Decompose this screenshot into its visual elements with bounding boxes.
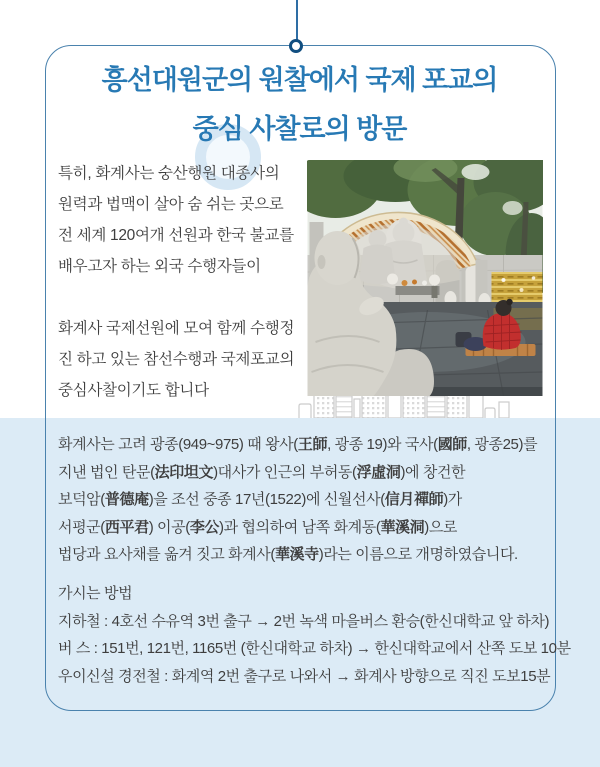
history-paragraph: 화계사는 고려 광종(949~975) 때 왕사(王師, 광종 19)와 국사(國師, 광종25)를 지낸 법인 탄문(法印坦文)대사가 인근의 부허동(浮虛洞)에 창건한 보덕암(普德庵)을 조선 중종 17년(1522)에 신월선사(信月禪師)가 서평군(西平君) 이공(李公)과 협의하여 남쪽 화계동(華溪洞)으로 법당과 요사채를 옮겨 짓고 화계사(華溪寺)라는 이름으로 개명하였습니다.	[58, 436, 538, 563]
directions-lines: 지하철 : 4호선 수유역 3번 출구 → 2번 녹색 마을버스 환승(한신대학교 앞 하차) 버 스 : 151번, 121번, 1165번 (한신대학교 하차) → 한신대학교에서 산쪽 도보 10분 우이신설 경전철 : 화계역 2번 출구로 나와서 → 화계사 방향으로 직진 도보15분	[58, 612, 571, 685]
top-connector-line	[296, 0, 298, 40]
page-title	[45, 56, 554, 154]
intro-text-block	[58, 158, 310, 406]
temple-photo-illustration	[307, 160, 543, 396]
page-title-line1: 흥선대원군의 원찰에서 국제 포교의	[101, 65, 498, 95]
directions-section	[58, 580, 571, 690]
temple-photo	[307, 160, 543, 396]
page-title-line2: 중심 사찰로의 방문	[192, 114, 407, 144]
directions-heading: 가시는 방법	[58, 585, 133, 602]
intro-paragraph-1: 특히, 화계사는 숭산행원 대종사의 원력과 법맥이 살아 숨 쉬는 곳으로 전 세계 120여개 선원과 한국 불교를 배우고자 하는 외국 수행자들이	[58, 165, 294, 275]
connector-node-icon	[289, 39, 303, 53]
intro-paragraph-2: 화계사 국제선원에 모여 함께 수행정 진 하고 있는 참선수행과 국제포교의 중심사찰이기도 합니다	[58, 320, 295, 399]
